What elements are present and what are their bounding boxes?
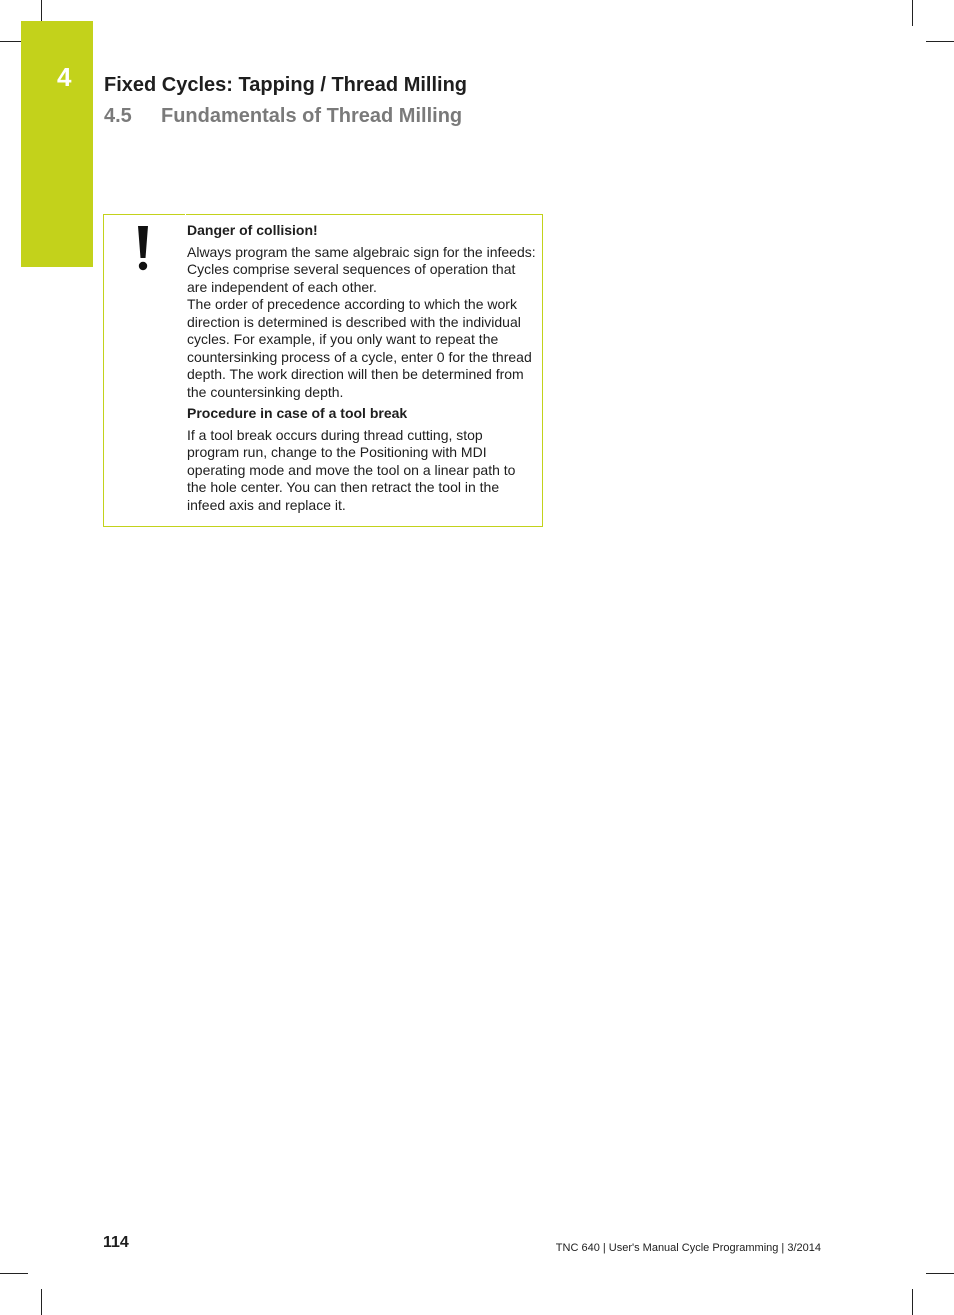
crop-mark bbox=[912, 1289, 913, 1315]
crop-mark bbox=[0, 1273, 28, 1274]
section-heading bbox=[104, 103, 462, 129]
section-title: Fundamentals of Thread Milling bbox=[161, 105, 463, 127]
chapter-title: Fixed Cycles: Tapping / Thread Milling bbox=[104, 74, 468, 96]
crop-mark bbox=[926, 41, 954, 42]
exclamation-icon bbox=[135, 225, 151, 273]
note-heading-tool-break: Procedure in case of a tool break bbox=[187, 405, 408, 421]
page-number: 114 bbox=[103, 1234, 129, 1251]
crop-mark bbox=[912, 0, 913, 26]
note-paragraph: Always program the same algebraic sign for the infeeds: Cycles comprise several sequences of operation that are independent of each other. bbox=[187, 243, 536, 295]
chapter-tab bbox=[21, 21, 93, 267]
warning-note-content bbox=[187, 222, 537, 514]
note-paragraph: The order of precedence according to which the work direction is determined is described with the individual cycles. For example, if you only want to repeat the countersinking process of a cycle, enter 0 for the thread depth. The work direction will then be determined from the countersinking depth. bbox=[187, 296, 532, 400]
footer-text: TNC 640 | User's Manual Cycle Programming | 3/2014 bbox=[555, 1242, 821, 1254]
note-heading-collision: Danger of collision! bbox=[187, 222, 318, 238]
chapter-number: 4 bbox=[57, 62, 72, 92]
note-paragraph: If a tool break occurs during thread cutting, stop program run, change to the Positioning with MDI operating mode and move the tool on a linear path to the hole center. You can then retract the tool in the infeed axis and replace it. bbox=[187, 426, 516, 513]
crop-mark bbox=[41, 1289, 42, 1315]
note-divider bbox=[185, 214, 186, 526]
crop-mark bbox=[926, 1273, 954, 1274]
section-number: 4.5 bbox=[104, 105, 132, 127]
